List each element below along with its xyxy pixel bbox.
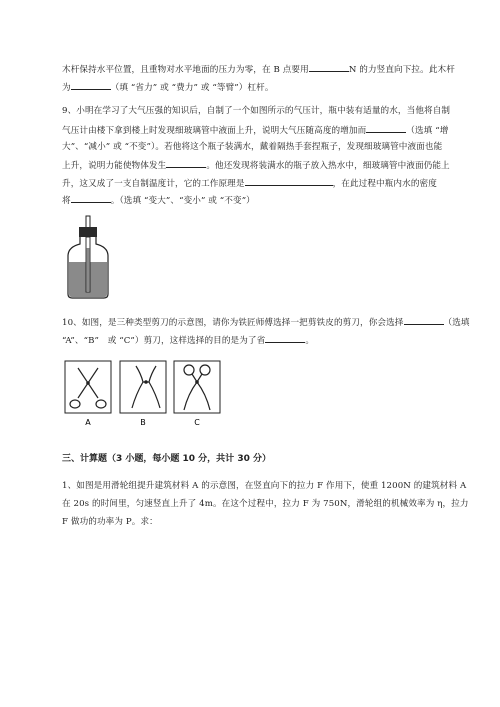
- q8-text: （填 “省力” 或 “费力” 或 “等臂”）杠杆。: [110, 83, 274, 93]
- q8-text: N 的力竖直向下拉。此木杆: [348, 65, 455, 75]
- q9-text: 升，这又成了一支自制温度计，它的工作原理是: [62, 179, 245, 189]
- barometer-bottle-figure: [62, 214, 114, 300]
- calc1-line-2: 在 20s 的时间里，匀速竖直上升了 4m。在这个过程中，拉力 F 为 750N，滑轮组的机械效率为 η，拉力: [62, 499, 469, 509]
- frame-scissor-c: [174, 361, 220, 413]
- scissor-a-icon: [70, 368, 106, 408]
- scissor-c-icon: [184, 365, 210, 410]
- q10-line-2: [62, 333, 462, 347]
- calc1-line-3: F 做功的功率为 P。求：: [62, 517, 158, 527]
- q8-text: 为: [62, 83, 71, 93]
- q9-text: 。（选填 “变大”、“变小” 或 “不变”）: [110, 196, 255, 206]
- q10-blank-purpose[interactable]: [265, 333, 305, 343]
- label-a: A: [85, 418, 91, 427]
- q9-line-6: [62, 193, 462, 207]
- q10-text: （选填: [443, 318, 470, 328]
- label-b: B: [140, 418, 146, 427]
- q8-text: 木杆保持水平位置，且重物对水平地面的压力为零，在 B 点要用: [62, 65, 309, 75]
- frame-scissor-a: [65, 361, 111, 413]
- calc1-line-1: 1、如图是用滑轮组提升建筑材料 A 的示意图，在竖直向下的拉力 F 作用下，使重 1200N 的建筑材料 A: [62, 481, 467, 491]
- q8-line-2: [62, 80, 462, 94]
- q9-blank-density[interactable]: [71, 193, 111, 203]
- q10-text: “A”、“B” 或 “C”）剪刀，这样选择的目的是为了省: [62, 336, 266, 346]
- label-c: C: [194, 418, 200, 427]
- q9-line-5: [62, 176, 462, 190]
- bottle-stopper: [79, 227, 97, 237]
- scissor-b-icon: [132, 366, 160, 408]
- q9-blank-pressure-change[interactable]: [366, 123, 406, 133]
- q9-text: ，在此过程中瓶内水的密度: [332, 179, 437, 189]
- q9-blank-deformation[interactable]: [166, 158, 206, 168]
- q9-line-1: 9、小明在学习了大气压强的知识后，自制了一个如图所示的气压计，瓶中装有适量的水，当他将自制: [62, 106, 451, 116]
- tube-water-column: [87, 248, 90, 292]
- q9-line-4: [62, 158, 462, 172]
- section-heading-calculation: 三、计算题（3 小题，每小题 10 分，共计 30 分）: [62, 454, 271, 464]
- q9-text: 上升，说明力能使物体发生: [62, 161, 167, 171]
- q10-blank-scissor-choice[interactable]: [404, 315, 444, 325]
- q8-blank-force[interactable]: [309, 62, 349, 72]
- q9-text: （选填 “增: [406, 126, 449, 136]
- q9-text: 。他还发现将装满水的瓶子放入热水中，细玻璃管中液面仍能上: [206, 161, 450, 171]
- q9-text: 气压计由楼下拿到楼上时发现细玻璃管中液面上升，说明大气压随高度的增加而: [62, 126, 367, 136]
- q9-line-3: 大”、“减小” 或 “不变”）。若他将这个瓶子装满水，戴着隔热手套捏瓶子，发现细玻璃管中液面也能: [62, 142, 443, 152]
- q10-text: 10、如图，是三种类型剪刀的示意图，请你为铁匠师傅选择一把剪铁皮的剪刀，你会选择: [62, 318, 404, 328]
- q10-line-1: [62, 315, 470, 329]
- q9-text: 将: [62, 196, 71, 206]
- q8-line-1: [62, 62, 462, 76]
- q9-line-2: [62, 123, 462, 137]
- q10-text: 。: [305, 336, 315, 346]
- glass-tube-top: [86, 216, 90, 228]
- q9-blank-principle[interactable]: [245, 176, 333, 186]
- scissors-figure: [64, 360, 222, 430]
- q8-blank-lever-type[interactable]: [71, 80, 111, 90]
